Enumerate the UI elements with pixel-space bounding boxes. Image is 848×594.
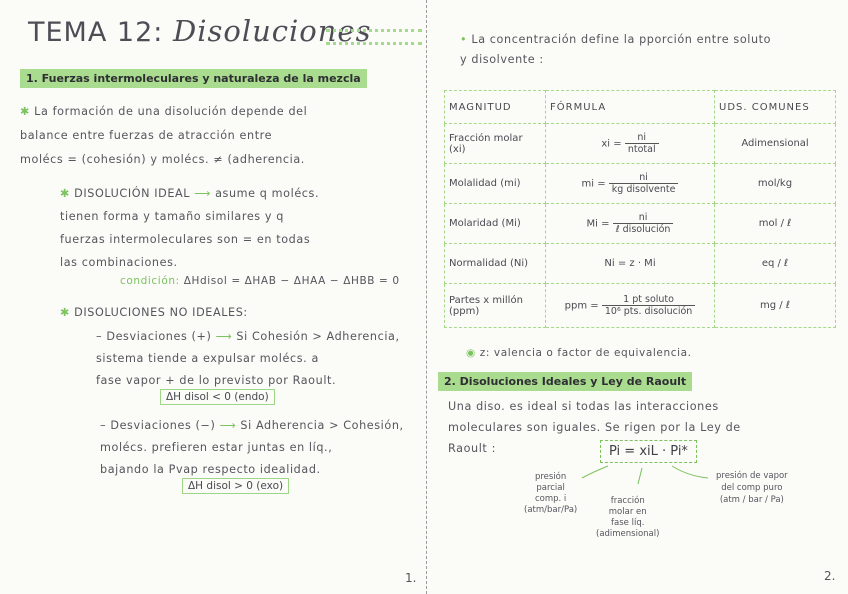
valence-note: ◉ z: valencia o factor de equivalencia.: [466, 347, 692, 359]
nonideal-heading-line: [60, 306, 248, 319]
condition-line: [120, 275, 400, 287]
arrow-to-partial-pressure: [582, 466, 608, 478]
condition-label: condición:: [120, 275, 180, 287]
annotation-vapor-pressure: presión de vapor del comp puro (atm / bar / Pa): [716, 471, 788, 505]
bullet-icon: •: [460, 33, 472, 46]
table-header-row: [445, 91, 836, 124]
ideal-heading: DISOLUCIÓN IDEAL: [74, 187, 191, 200]
enthalpy-box-exo: ΔH disol > 0 (exo): [182, 478, 289, 494]
nonideal-heading: DISOLUCIONES NO IDEALES:: [74, 306, 248, 319]
star-bullet-icon: ✱: [60, 187, 75, 200]
column-header: FÓRMULA: [546, 91, 715, 124]
magnitude-cell: Molaridad (Mi): [445, 204, 546, 244]
intro-paragraph: [20, 105, 307, 166]
formula-cell: mi = $\frac{ni}{\text{kg disolvente}}$: [546, 164, 715, 204]
units-cell: Adimensional: [715, 124, 836, 164]
text-line: las combinaciones.: [60, 256, 178, 269]
annotation-molar-fraction: fracción molar en fase líq. (adimensional): [596, 496, 660, 539]
arrow-icon: ⟶: [194, 187, 211, 200]
ideal-block: [60, 187, 319, 269]
text-line: fuerzas intermoleculares son = en todas: [60, 233, 311, 246]
units-cell: eq / ℓ: [715, 244, 836, 284]
text-line: y disolvente :: [460, 53, 544, 66]
table-row: [445, 284, 836, 328]
raoult-equation-box: Pi = xiL · Pi*: [600, 440, 697, 463]
text-line: ✱ DISOLUCIÓN IDEAL ⟶ asume q molécs.: [60, 187, 320, 200]
text-line: tienen forma y tamaño similares y q: [60, 210, 284, 223]
text-line: – Desviaciones (+) ⟶ Si Cohesión > Adherencia,: [96, 330, 400, 343]
formula-cell: xi = $\frac{ni}{\text{ntotal}}$: [546, 124, 715, 164]
text-line: bajando la Pvap respecto idealidad.: [100, 463, 321, 476]
text-line: • La concentración define la pporción entre soluto: [460, 33, 772, 46]
text-line: molécs. prefieren estar juntas en líq.,: [100, 441, 333, 454]
text-line: moleculares son iguales. Se rigen por la Ley de: [448, 421, 741, 434]
page-title: [28, 14, 371, 48]
magnitude-cell: Molalidad (mi): [445, 164, 546, 204]
star-bullet-icon: ✱: [20, 105, 35, 118]
page-number: 2.: [824, 569, 836, 583]
annotation-partial-pressure: presión parcial comp. i (atm/bar/Pa): [524, 472, 578, 515]
text-line: – Desviaciones (−) ⟶ Si Adherencia > Cohesión,: [100, 419, 404, 432]
table-row: [445, 204, 836, 244]
condition-equation: ΔHdisol = ΔHAB − ΔHAA − ΔHBB = 0: [183, 275, 400, 287]
text-line: Raoult :: [448, 442, 496, 455]
table-row: [445, 124, 836, 164]
column-header: MAGNITUD: [445, 91, 546, 124]
text-line: molécs = (cohesión) y molécs. ≠ (adherencia.: [20, 153, 305, 166]
table-row: [445, 164, 836, 204]
positive-deviation-block: [96, 330, 400, 387]
magnitude-cell: Partes x millón (ppm): [445, 284, 546, 328]
page-number: 1.: [405, 571, 417, 585]
formula-cell: Ni = z · Mi: [546, 244, 715, 284]
enthalpy-box-endo: ΔH disol < 0 (endo): [160, 389, 275, 405]
units-cell: mol/kg: [715, 164, 836, 204]
title-main: Disoluciones: [172, 14, 372, 48]
circle-bullet-icon: ◉: [466, 347, 480, 359]
section-2-heading: 2. Disoluciones Ideales y Ley de Raoult: [438, 372, 692, 391]
negative-deviation-block: [100, 419, 404, 476]
title-prefix: TEMA 12:: [28, 17, 164, 48]
text-line: Una diso. es ideal si todas las interacciones: [448, 400, 719, 413]
arrow-to-molar-fraction: [638, 468, 642, 484]
table-row: [445, 244, 836, 284]
formula-cell: ppm = $\frac{\text{1 pt soluto}}{\text{10⁶ pts. disolución}}$: [546, 284, 715, 328]
title-underline-decoration: [326, 29, 422, 45]
right-page: [428, 0, 848, 594]
text-line: fase vapor + de lo previsto por Raoult.: [96, 374, 337, 387]
magnitude-cell: Fracción molar (xi): [445, 124, 546, 164]
star-bullet-icon: ✱: [60, 306, 70, 319]
text-line: sistema tiende a expulsar molécs. a: [96, 352, 319, 365]
arrow-icon: ⟶: [219, 419, 237, 432]
magnitudes-table: [444, 90, 836, 328]
text-line: ✱ La formación de una disolución depende del: [20, 105, 308, 118]
units-cell: mol / ℓ: [715, 204, 836, 244]
column-header: UDS. COMUNES: [715, 91, 836, 124]
magnitude-cell: Normalidad (Ni): [445, 244, 546, 284]
arrow-icon: ⟶: [215, 330, 233, 343]
section-1-heading: 1. Fuerzas intermoleculares y naturaleza de la mezcla: [20, 69, 367, 88]
arrow-to-vapor-pressure: [672, 466, 708, 478]
units-cell: mg / ℓ: [715, 284, 836, 328]
text-line: balance entre fuerzas de atracción entre: [20, 129, 273, 142]
concentration-intro: [460, 33, 771, 66]
formula-cell: Mi = $\frac{ni}{\text{ℓ disolución}}$: [546, 204, 715, 244]
